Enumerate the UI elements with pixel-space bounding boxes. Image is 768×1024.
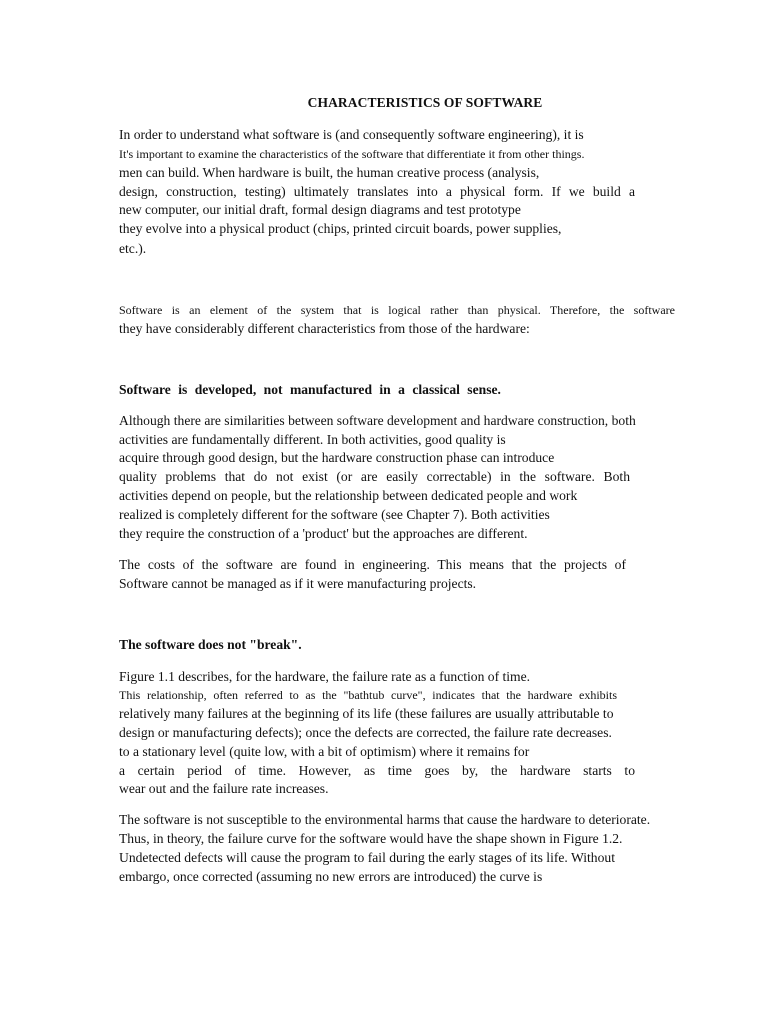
page-title: CHARACTERISTICS OF SOFTWARE [307,95,543,110]
section1-para1-line-3: acquire through good design, but the hardware construction phase can introduce [119,450,555,465]
intro-line-4: design, construction, testing) ultimately translates into a physical form. If we build a [119,184,635,199]
section2-para1-line-6: a certain period of time. However, as time goes by, the hardware starts to [119,763,635,778]
intro-line-1: In order to understand what software is (and consequently software engineering), it is [119,127,584,142]
section-heading-does-not-break: The software does not "break". [119,637,302,652]
section2-para1-line-3: relatively many failures at the beginning of its life (these failures are usually attributable to [119,706,614,721]
section2-para2-line-4: embargo, once corrected (assuming no new errors are introduced) the curve is [119,869,543,884]
intro-line-3: men can build. When hardware is built, the human creative process (analysis, [119,165,540,180]
section2-para2-line-2: Thus, in theory, the failure curve for the software would have the shape shown in Figure 1.2. [119,831,623,846]
section1-para1-line-1: Although there are similarities between software development and hardware construction, both [119,413,636,428]
logical-line-2: they have considerably different characteristics from those of the hardware: [119,321,530,336]
section2-para1-line-5: to a stationary level (quite low, with a bit of optimism) where it remains for [119,744,530,759]
intro-line-7: etc.). [119,241,147,256]
section2-para2-line-3: Undetected defects will cause the program to fail during the early stages of its life. Without [119,850,615,865]
section2-para1-line-1: Figure 1.1 describes, for the hardware, the failure rate as a function of time. [119,669,531,684]
section-heading-developed: Software is developed, not manufactured in a classical sense. [119,382,501,397]
section1-para1-line-6: realized is completely different for the software (see Chapter 7). Both activities [119,507,550,522]
intro-line-2: It's important to examine the characteristics of the software that differentiate it from other things. [119,147,585,161]
section2-para2-line-1: The software is not susceptible to the environmental harms that cause the hardware to deteriorate. [119,812,651,827]
section2-para1-line-4: design or manufacturing defects); once the defects are corrected, the failure rate decreases. [119,725,612,740]
logical-line-1: Software is an element of the system that is logical rather than physical. Therefore, the software [119,303,675,317]
section2-para1-line-7: wear out and the failure rate increases. [119,781,329,796]
section1-para1-line-5: activities depend on people, but the relationship between dedicated people and work [119,488,578,503]
intro-line-6: they evolve into a physical product (chips, printed circuit boards, power supplies, [119,221,562,236]
intro-line-5: new computer, our initial draft, formal design diagrams and test prototype [119,202,521,217]
section2-para1-line-2: This relationship, often referred to as the "bathtub curve", indicates that the hardware exhibits [119,688,617,702]
section1-para1-line-4: quality problems that do not exist (or are easily correctable) in the software. Both [119,469,630,484]
section1-para1-line-2: activities are fundamentally different. In both activities, good quality is [119,432,506,447]
section1-para1-line-7: they require the construction of a 'product' but the approaches are different. [119,526,528,541]
section1-para2-line-2: Software cannot be managed as if it were manufacturing projects. [119,576,477,591]
section1-para2-line-1: The costs of the software are found in engineering. This means that the projects of [119,557,626,572]
